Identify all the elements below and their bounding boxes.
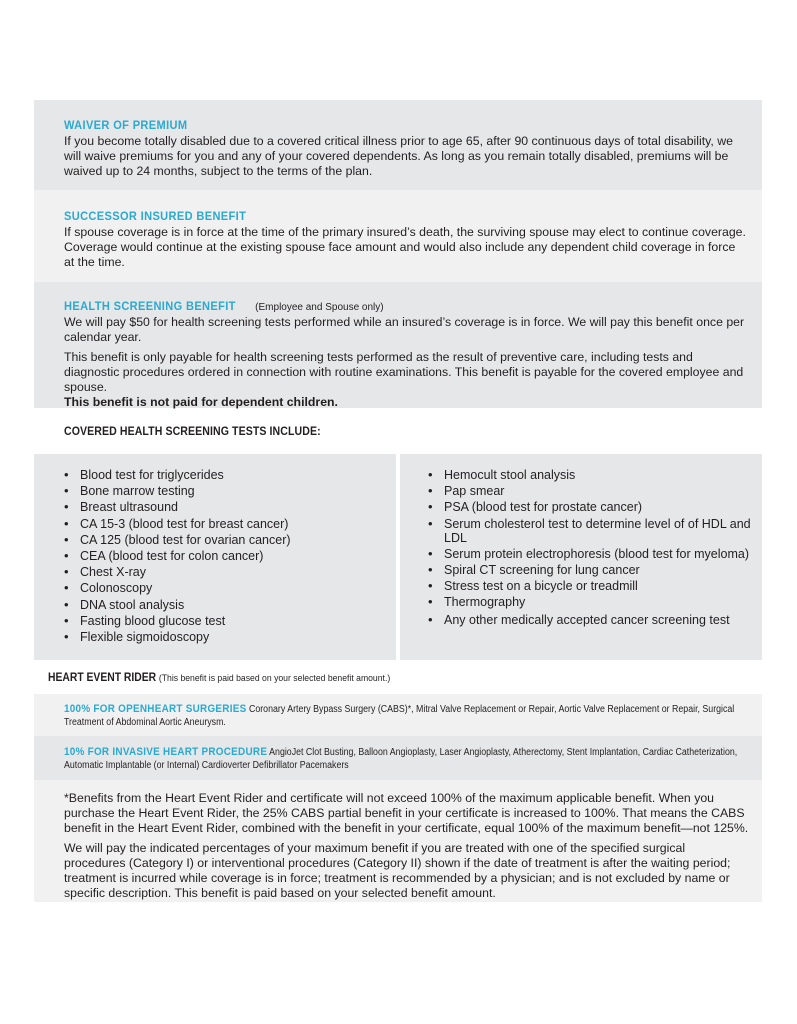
test-list-item: • Bone marrow testing	[64, 484, 396, 498]
open-heart-title: 100% FOR OPENHEART SURGERIES	[64, 703, 247, 715]
covered-tests-right-list	[428, 468, 752, 627]
test-list-item: • Stress test on a bicycle or treadmill	[428, 579, 752, 593]
test-list-item: • Hemocult stool analysis	[428, 468, 752, 482]
test-list-item: • Colonoscopy	[64, 581, 396, 595]
health-screening-body-3: This benefit is not paid for dependent children.	[64, 395, 338, 409]
test-list-item: • PSA (blood test for prostate cancer)	[428, 500, 752, 514]
heart-rider-heading	[48, 671, 428, 686]
test-list-item: • Chest X-ray	[64, 565, 396, 579]
successor-insured-section	[34, 190, 762, 282]
waiver-body: If you become totally disabled due to a covered critical illness prior to age 65, after 90 continuous days of total disability, we will waive premiums for you and any of your covered dependents. As long as you remain totally disabled, premiums will be waived up to 24 months, subject to the terms of the plan.	[64, 134, 733, 178]
test-list-item: • Blood test for triglycerides	[64, 468, 396, 482]
test-list-item: • Any other medically accepted cancer screening test	[428, 613, 752, 627]
open-heart-body: Coronary Artery Bypass Surgery (CABS)*, Mitral Valve Replacement or Repair, Aortic Valve Replacement or Repair, Surgical Treatment of Abdominal Aortic Aneurysm.	[64, 704, 735, 728]
heart-rider-note-1: *Benefits from the Heart Event Rider and certificate will not exceed 100% of the maximum applicable benefit. When you purchase the Heart Event Rider, the 25% CABS partial benefit in your certificate is increased to 100%. That means the CABS benefit in the Heart Event Rider, combined with the benefit in your certificate, equal 100% of the maximum benefit—not 125%.	[64, 791, 749, 835]
waiver-of-premium-section	[34, 100, 762, 190]
test-list-item: • DNA stool analysis	[64, 598, 396, 612]
covered-tests-left-list	[64, 468, 396, 644]
health-screening-section	[34, 282, 762, 408]
test-list-item: • Fasting blood glucose test	[64, 614, 396, 628]
successor-title: SUCCESSOR INSURED BENEFIT	[64, 209, 247, 223]
heart-rider-notes-section	[34, 780, 762, 902]
open-heart-section	[34, 694, 762, 736]
invasive-heart-section	[34, 736, 762, 780]
test-list-item: • Serum protein electrophoresis (blood test for myeloma)	[428, 547, 752, 561]
covered-tests-left-column	[34, 454, 396, 660]
heart-rider-title: HEART EVENT RIDER	[48, 672, 157, 684]
test-list-item: • Thermography	[428, 595, 752, 609]
waiver-title: WAIVER OF PREMIUM	[64, 118, 188, 132]
covered-tests-right-column	[400, 454, 762, 660]
health-screening-body-2: This benefit is only payable for health screening tests performed as the result of preventive care, including tests and diagnostic procedures ordered in connection with routine examinations. This benefit is payable for the covered employee and spouse.	[64, 350, 744, 394]
test-list-item: • Spiral CT screening for lung cancer	[428, 563, 752, 577]
successor-body: If spouse coverage is in force at the time of the primary insured’s death, the surviving spouse may elect to continue coverage. Coverage would continue at the existing spouse face amount and would also include any dependent child coverage in force at the time.	[64, 225, 746, 269]
health-screening-subtitle: (Employee and Spouse only)	[255, 302, 384, 313]
test-list-item: • CEA (blood test for colon cancer)	[64, 549, 396, 563]
test-list-item: • CA 15-3 (blood test for breast cancer)	[64, 517, 396, 531]
heart-rider-subtitle: (This benefit is paid based on your selected benefit amount.)	[158, 673, 391, 684]
invasive-heart-title: 10% FOR INVASIVE HEART PROCEDURE	[64, 746, 268, 758]
test-list-item: • Flexible sigmoidoscopy	[64, 630, 396, 644]
health-screening-body-1: We will pay $50 for health screening tests performed while an insured’s coverage is in force. We will pay this benefit once per calendar year.	[64, 315, 745, 344]
health-screening-heading	[64, 297, 748, 315]
test-list-item: • CA 125 (blood test for ovarian cancer)	[64, 533, 396, 547]
covered-tests-heading: COVERED HEALTH SCREENING TESTS INCLUDE:	[64, 424, 321, 438]
health-screening-title: HEALTH SCREENING BENEFIT	[64, 299, 236, 313]
heart-rider-note-2: We will pay the indicated percentages of your maximum benefit if you are treated with one of the specified surgical procedures (Category I) or interventional procedures (Category II) shown if the date of treatment is after the waiting period; treatment is incurred while coverage is in force; treatment is recommended by a physician; and is not excluded by name or specific description. This benefit is paid based on your selected benefit amount.	[64, 841, 731, 900]
test-list-item: • Serum cholesterol test to determine level of of HDL and LDL	[428, 517, 752, 545]
invasive-heart-body: AngioJet Clot Busting, Balloon Angioplasty, Laser Angioplasty, Atherectomy, Stent Implantation, Cardiac Catheterization, Automatic Implantable (or Internal) Cardioverter Defibrillator Pacemakers	[64, 747, 738, 771]
test-list-item: • Breast ultrasound	[64, 500, 396, 514]
test-list-item: • Pap smear	[428, 484, 752, 498]
